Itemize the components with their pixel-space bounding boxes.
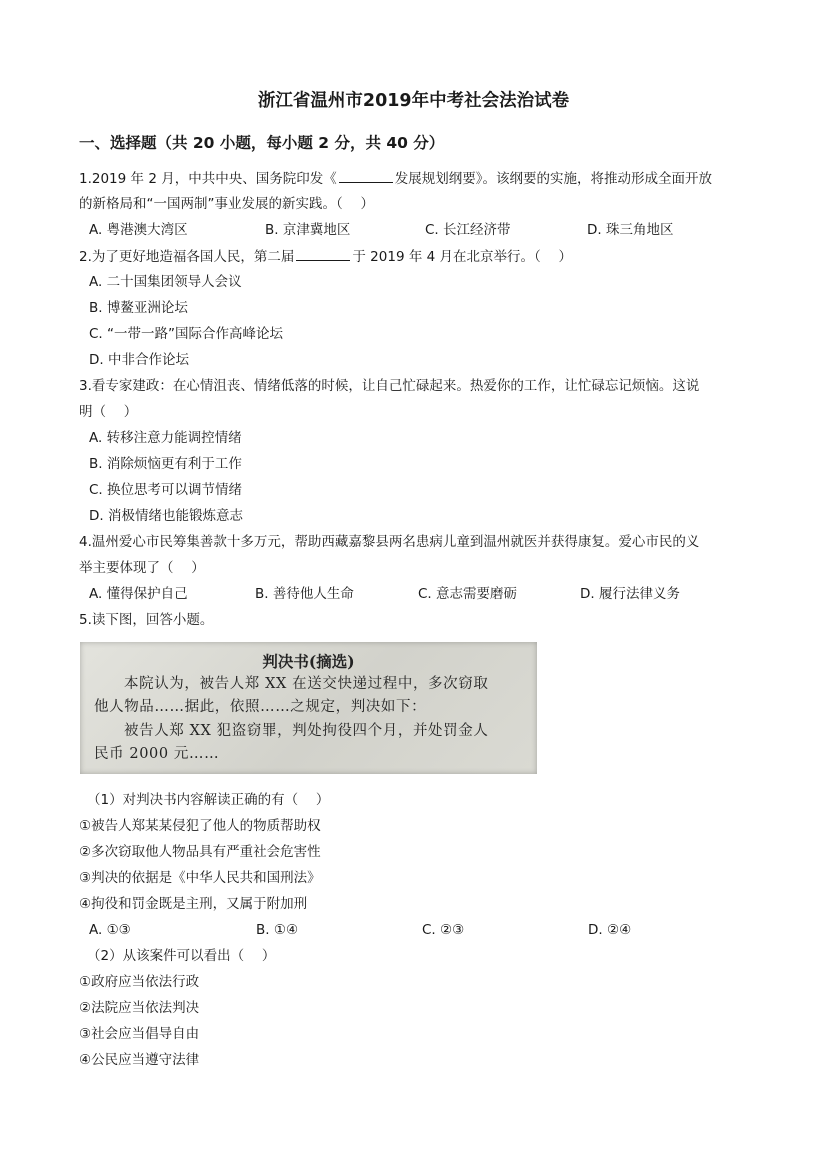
q5-sub1-item-1: ①被告人郑某某侵犯了他人的物质帮助权 [79, 818, 321, 834]
q5-sub2-stem: （2）从该案件可以看出（ ） [87, 948, 276, 964]
q5-sub1-stem: （1）对判决书内容解读正确的有（ ） [87, 792, 330, 808]
q5-sub1-option-c[interactable]: C. ②③ [422, 922, 465, 938]
q5-sub1-item-4: ④拘役和罚金既是主刑，又属于附加刑 [79, 896, 308, 912]
q2-blank [296, 246, 350, 261]
page-title: 浙江省温州市2019年中考社会法治试卷 [257, 91, 570, 111]
q1-stem-post: 发展规划纲要》。该纲要的实施，将推动形成全面开放 [394, 171, 712, 187]
q2-option-a[interactable]: A. 二十国集团领导人会议 [89, 274, 242, 290]
q5-sub1-item-3: ③判决的依据是《中华人民共和国刑法》 [79, 870, 321, 886]
q1-option-c[interactable]: C. 长江经济带 [425, 222, 511, 238]
judgement-title: 判决书(摘选) [262, 652, 355, 671]
q5-stem: 5.读下图，回答小题。 [79, 612, 214, 628]
judgement-image [80, 642, 537, 774]
q5-sub2-item-2: ②法院应当依法判决 [79, 1000, 200, 1016]
q4-option-d[interactable]: D. 履行法律义务 [580, 586, 680, 602]
judgement-line-4: 民币 2000 元…… [94, 746, 220, 762]
q1-option-d[interactable]: D. 珠三角地区 [587, 222, 674, 238]
q3-option-c[interactable]: C. 换位思考可以调节情绪 [89, 482, 243, 498]
q2-option-c[interactable]: C. “一带一路”国际合作高峰论坛 [89, 326, 283, 342]
q4-option-c[interactable]: C. 意志需要磨砺 [418, 586, 518, 602]
judgement-line-3: 被告人郑 XX 犯盗窃罪，判处拘役四个月，并处罚金人 [124, 723, 489, 739]
q4-option-a[interactable]: A. 懂得保护自己 [89, 586, 188, 602]
q2-option-d[interactable]: D. 中非合作论坛 [89, 352, 189, 368]
judgement-line-1: 本院认为，被告人郑 XX 在送交快递过程中，多次窃取 [124, 676, 489, 692]
q2-stem-line1 [79, 246, 572, 267]
q1-stem-line1 [79, 168, 712, 189]
q1-stem-line2: 的新格局和“一国两制”事业发展的新实践。（ ） [79, 196, 375, 212]
q2-stem-post: 于 2019 年 4 月在北京举行。（ ） [352, 249, 573, 265]
q4-stem-line2: 举主要体现了（ ） [79, 560, 205, 576]
q2-option-b[interactable]: B. 博鳌亚洲论坛 [89, 300, 188, 316]
q1-option-a[interactable]: A. 粤港澳大湾区 [89, 222, 188, 238]
q3-stem-line2: 明（ ） [79, 404, 138, 420]
q1-option-b[interactable]: B. 京津冀地区 [265, 222, 351, 238]
q4-stem-line1: 4.温州爱心市民筹集善款十多万元，帮助西藏嘉黎县两名患病儿童到温州就医并获得康复。爱心市民的义 [79, 534, 700, 550]
q5-sub1-option-b[interactable]: B. ①④ [256, 922, 299, 938]
q1-stem-pre: 1.2019 年 2 月，中共中央、国务院印发《 [79, 171, 337, 187]
q1-blank [339, 168, 393, 183]
q5-sub2-item-4: ④公民应当遵守法律 [79, 1052, 200, 1068]
q5-sub2-item-1: ①政府应当依法行政 [79, 974, 200, 990]
q3-option-a[interactable]: A. 转移注意力能调控情绪 [89, 430, 242, 446]
q2-stem-pre: 2.为了更好地造福各国人民，第二届 [79, 249, 295, 265]
q5-sub1-item-2: ②多次窃取他人物品具有严重社会危害性 [79, 844, 321, 860]
q3-stem-line1: 3.看专家建政：在心情沮丧、情绪低落的时候，让自己忙碌起来。热爱你的工作，让忙碌忘记烦恼。这说 [79, 378, 700, 394]
q4-option-b[interactable]: B. 善待他人生命 [255, 586, 354, 602]
q3-option-d[interactable]: D. 消极情绪也能锻炼意志 [89, 508, 243, 524]
q5-sub1-option-d[interactable]: D. ②④ [588, 922, 632, 938]
q5-sub2-item-3: ③社会应当倡导自由 [79, 1026, 200, 1042]
judgement-line-2: 他人物品……据此，依照……之规定，判决如下： [94, 699, 427, 715]
section-heading: 一、选择题（共 20 小题，每小题 2 分，共 40 分） [79, 134, 445, 152]
q5-sub1-option-a[interactable]: A. ①③ [89, 922, 131, 938]
q3-option-b[interactable]: B. 消除烦恼更有利于工作 [89, 456, 242, 472]
